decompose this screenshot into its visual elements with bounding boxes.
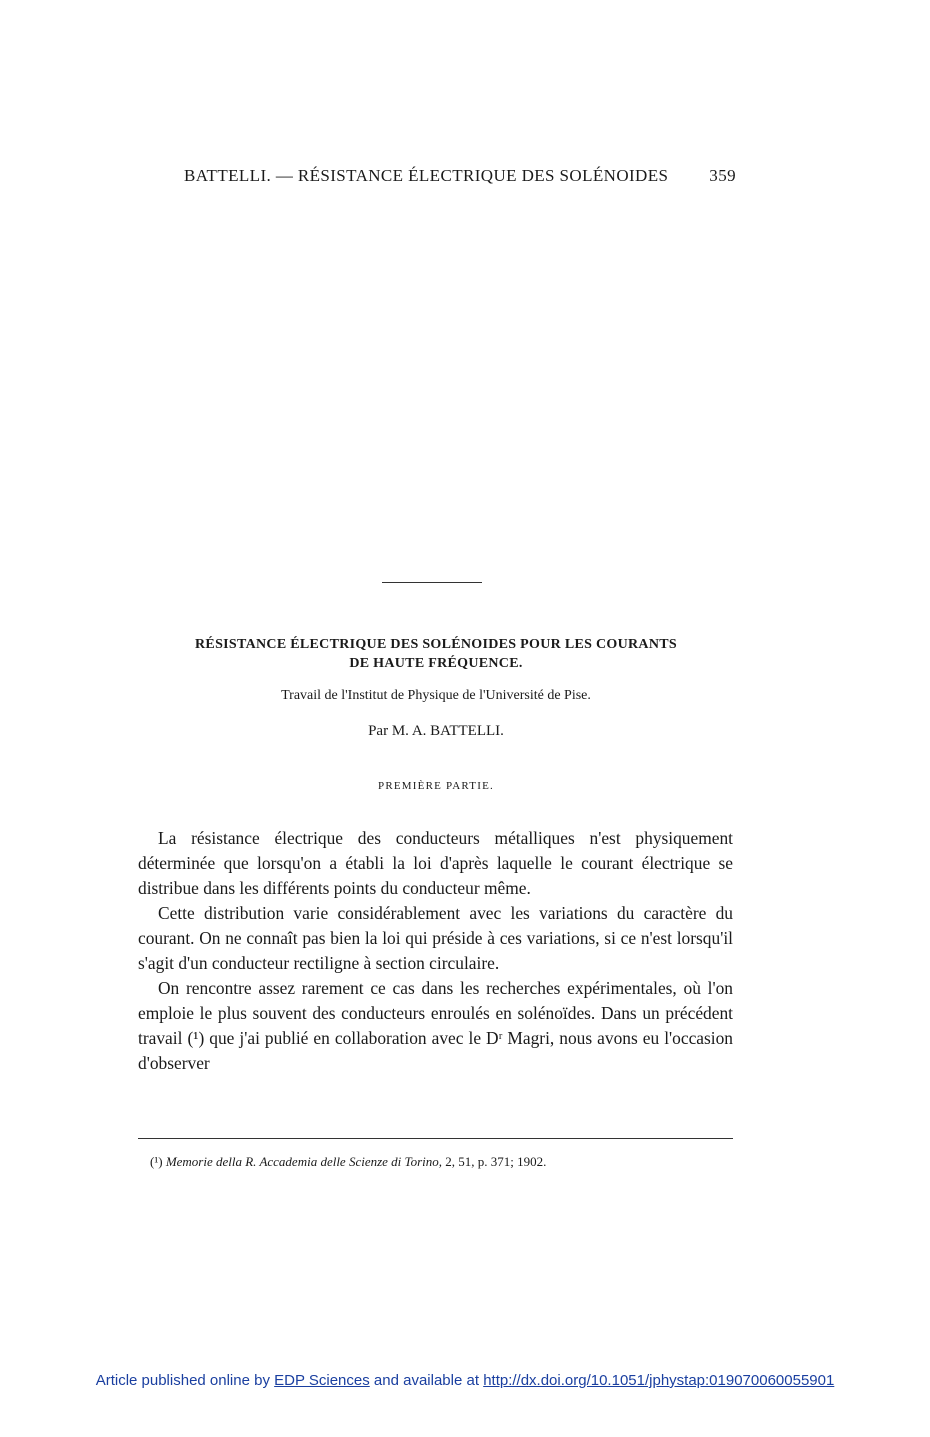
publisher-banner [0, 1372, 930, 1389]
publisher-link[interactable]: EDP Sciences [274, 1372, 370, 1389]
body-text [138, 826, 733, 1076]
footnote [150, 1154, 740, 1170]
footnote-details: 2, 51, p. 371; 1902. [445, 1154, 547, 1169]
banner-prefix: Article published online by [95, 1372, 270, 1389]
running-title: BATTELLI. — RÉSISTANCE ÉLECTRIQUE DES SOLÉNOIDES [184, 166, 669, 185]
running-header [184, 166, 736, 190]
paragraph: Cette distribution varie considérablement avec les variations du caractère du courant. On ne connaît pas bien la loi qui préside à ces variations, si ce n'est lorsqu'il s'agit d'un conducteur rectiligne à section circulaire. [138, 903, 733, 973]
author-line: Par M. A. BATTELLI. [368, 723, 504, 739]
affiliation: Travail de l'Institut de Physique de l'Université de Pise. [281, 688, 591, 703]
doi-link[interactable]: http://dx.doi.org/10.1051/jphystap:019070060055901 [483, 1372, 835, 1389]
banner-middle: and available at [373, 1372, 480, 1389]
paragraph: La résistance électrique des conducteurs métalliques n'est physiquement déterminée que lorsqu'on a établi la loi d'après laquelle le courant électrique se distribue dans les différents points du conducteur même. [138, 828, 733, 898]
article-title-line-2: DE HAUTE FRÉQUENCE. [349, 656, 523, 671]
title-divider [382, 582, 482, 583]
article-title [140, 635, 732, 673]
page-number: 359 [709, 166, 736, 185]
paragraph: On rencontre assez rarement ce cas dans les recherches expérimentales, où l'on emploie le plus souvent des conducteurs enroulés en solénoïdes. Dans un précédent travail (¹) que j'ai publié en collaboration avec le Dʳ Magri, nous avons eu l'occasion d'observer [138, 978, 733, 1073]
section-heading: PREMIÈRE PARTIE. [378, 780, 494, 792]
footnote-source: Memorie della R. Accademia delle Scienze di Torino, [165, 1154, 443, 1169]
footnote-divider [138, 1138, 733, 1139]
article-title-line-1: RÉSISTANCE ÉLECTRIQUE DES SOLÉNOIDES POUR LES COURANTS [195, 637, 677, 652]
footnote-marker: (¹) [150, 1154, 163, 1169]
